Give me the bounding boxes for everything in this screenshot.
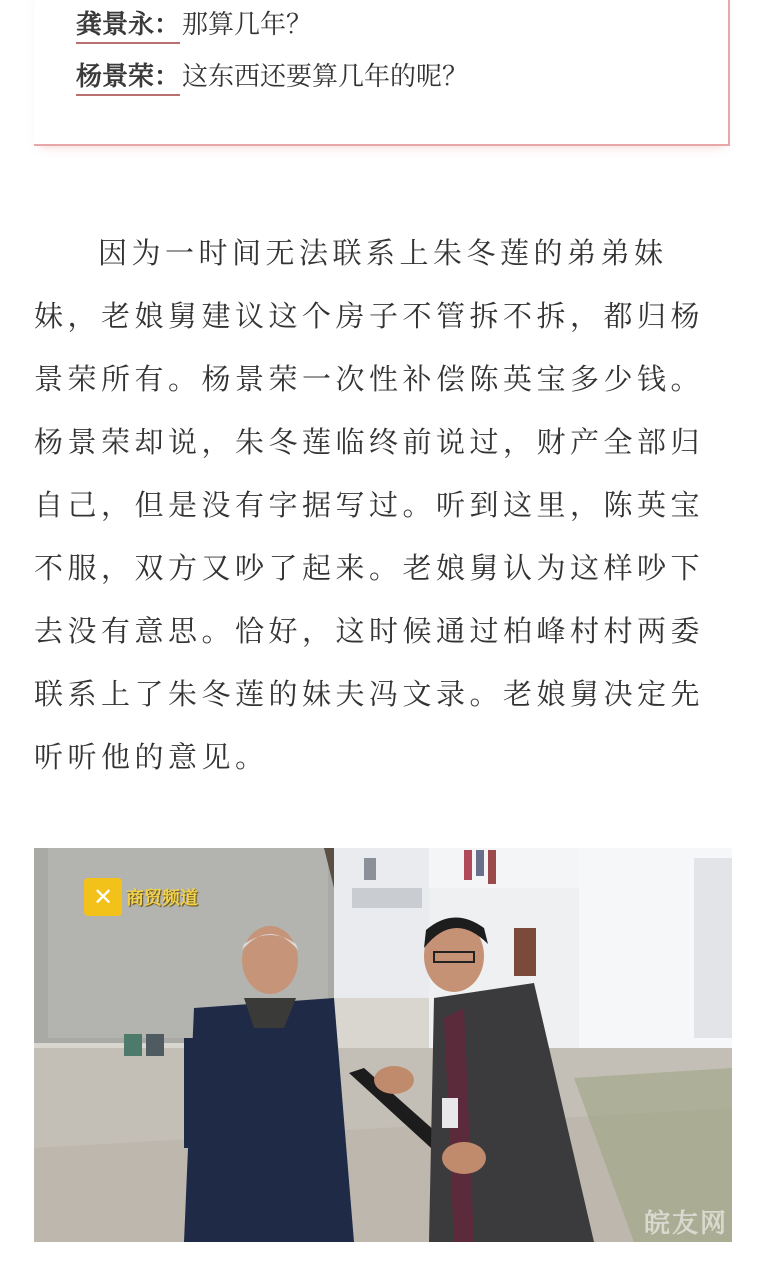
dialogue-line [76, 8, 312, 42]
paragraph-line: 妹，老娘舅建议这个房子不管拆不拆，都归杨 [34, 299, 705, 333]
paragraph-line: 听听他的意见。 [34, 740, 269, 774]
speaker-name: 龚景永： [76, 10, 180, 44]
dialogue-text: 那算几年？ [182, 10, 313, 40]
news-photo[interactable] [34, 848, 732, 1242]
article-paragraph [34, 222, 730, 789]
channel-logo-icon: ✕ [84, 878, 122, 916]
paragraph-line: 杨景荣却说，朱冬莲临终前说过，财产全部归 [34, 425, 705, 459]
paragraph-line: 景荣所有。杨景荣一次性补偿陈英宝多少钱。 [34, 362, 705, 396]
paragraph-line: 自己，但是没有字据写过。听到这里，陈英宝 [34, 488, 705, 522]
paragraph-line: 不服，双方又吵了起来。老娘舅认为这样吵下 [34, 551, 705, 585]
channel-logo [84, 878, 198, 916]
paragraph-line: 联系上了朱冬莲的妹夫冯文录。老娘舅决定先 [34, 677, 705, 711]
photo-watermark: 皖友网 [643, 1209, 728, 1239]
channel-logo-text: 商贸频道 [126, 888, 198, 909]
dialogue-card [34, 0, 730, 146]
speaker-name: 杨景荣： [76, 62, 180, 96]
dialogue-text: 这东西还要算几年的呢？ [182, 62, 469, 92]
dialogue-line [76, 60, 468, 94]
paragraph-line: 因为一时间无法联系上朱冬莲的弟弟妹 [98, 236, 668, 270]
paragraph-line: 去没有意思。恰好，这时候通过柏峰村村两委 [34, 614, 705, 648]
